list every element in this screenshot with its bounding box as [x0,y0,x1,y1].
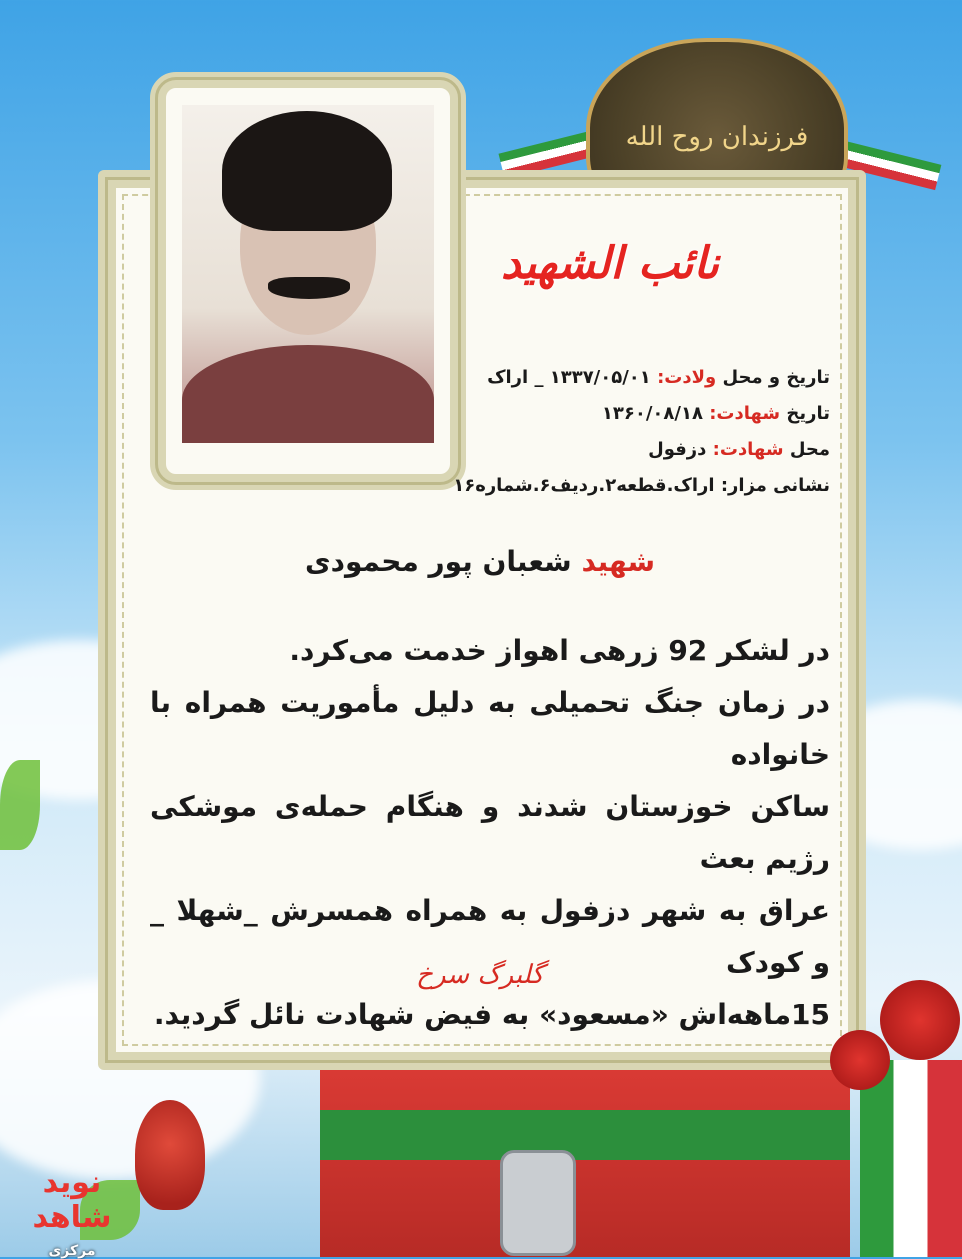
grave-row [440,468,830,504]
martyr-title: شهید [581,545,656,578]
birth-value: ۱۳۳۷/۰۵/۰۱ _ اراک [487,367,651,388]
death-date-value: ۱۳۶۰/۰۸/۱۸ [601,403,703,424]
dog-tag-icon [500,1150,576,1256]
logo-main: نوید شاهد [32,1165,112,1235]
iran-flag-side [860,1060,962,1257]
red-rose [830,1030,890,1090]
death-place-value: دزفول [648,439,707,460]
flag-draped-coffin [320,1070,850,1257]
martyr-portrait [182,105,434,443]
bio-line: عراق به شهر دزفول به همراه همسرش _شهلا _ و کودک [150,894,830,979]
birth-label-accent: ولادت: [657,367,717,388]
leaf-decoration [0,760,40,850]
portrait-shirt [182,345,434,443]
martyr-info [440,360,830,504]
martyr-full-name: شعبان پور محمودی [304,545,572,578]
grave-label: نشانی مزار: [720,475,830,496]
death-place-label-prefix: محل [789,439,830,460]
navid-shahed-logo [22,1165,122,1259]
death-date-row [440,396,830,432]
death-date-label-accent: شهادت: [709,403,781,424]
death-date-label-prefix: تاریخ [786,403,830,424]
death-place-label-accent: شهادت: [712,439,784,460]
naeb-shahid-badge: نائب الشهید [501,238,719,289]
signature-logo: گلبرگ سرخ [416,960,544,990]
coffin-green-band [320,1110,850,1160]
red-rose [880,980,960,1060]
birth-row [440,360,830,396]
martyr-name [200,545,760,578]
emblem-text: فرزندان روح الله [625,122,809,152]
bio-line: ساکن خوزستان شدند و هنگام حمله‌ی موشکی رژیم بعث [150,790,830,875]
portrait-mustache [268,277,350,299]
logo-sub: مرکزی [48,1243,96,1259]
bio-line: 15ماهه‌اش «مسعود» به فیض شهادت نائل گردید. [153,998,830,1031]
portrait-hair [222,111,392,231]
birth-label-prefix: تاریخ و محل [722,367,830,388]
tulip-sculpture [135,1100,205,1210]
bio-line: در لشکر 92 زرهی اهواز خدمت می‌کرد. [289,634,830,667]
death-place-row [440,432,830,468]
grave-value: اراک.قطعه۲.ردیف۶.شماره۱۶ [453,475,715,496]
bio-line: در زمان جنگ تحمیلی به دلیل مأموریت همراه با خانواده [150,686,830,771]
